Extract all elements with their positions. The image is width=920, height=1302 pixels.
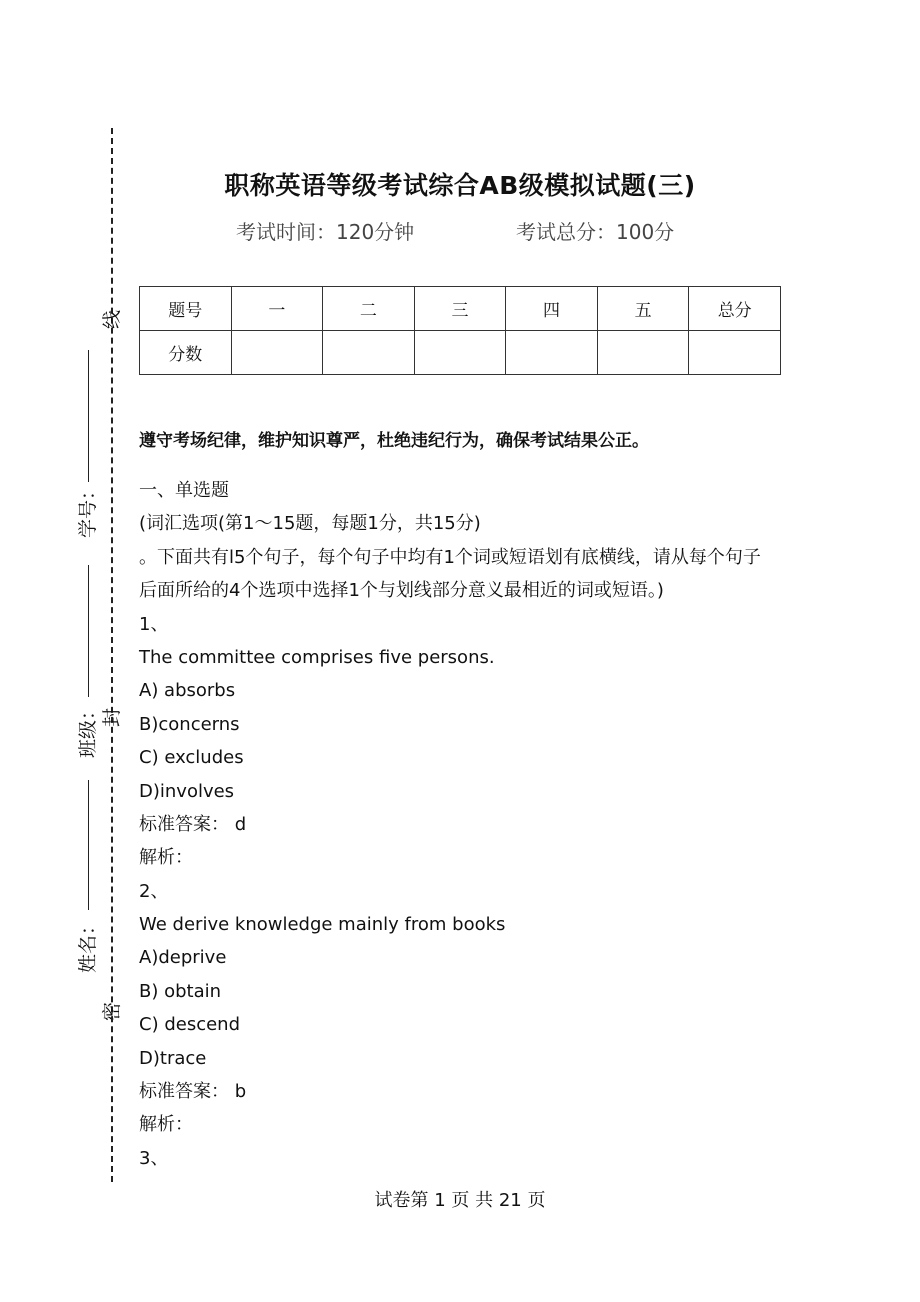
score-cell[interactable] <box>689 331 781 375</box>
question-answer: 标准答案： b <box>139 1081 247 1103</box>
question-option[interactable]: C) descend <box>139 1014 240 1036</box>
question <box>139 875 799 1142</box>
question-stem: The committee comprises five persons. <box>139 646 495 668</box>
score-cell[interactable] <box>506 331 598 375</box>
score-header-cell: 题号 <box>140 287 232 331</box>
name-blank[interactable] <box>88 780 89 910</box>
score-row-label: 分数 <box>140 331 232 375</box>
question <box>139 608 799 875</box>
question-answer: 标准答案： d <box>139 813 247 835</box>
score-header-cell: 二 <box>323 287 415 331</box>
question-option[interactable]: A)deprive <box>139 947 227 969</box>
question-option[interactable]: C) excludes <box>139 747 244 769</box>
score-cell[interactable] <box>231 331 323 375</box>
exam-title: 职称英语等级考试综合AB级模拟试题(三) <box>224 171 696 200</box>
question-option[interactable]: A) absorbs <box>139 680 236 702</box>
score-cell[interactable] <box>597 331 689 375</box>
binding-line-char: 线 <box>101 309 124 330</box>
question-number: 1、 <box>139 613 169 635</box>
question-option[interactable]: B) obtain <box>139 980 222 1002</box>
exam-time: 考试时间：120分钟 <box>236 220 415 244</box>
score-cell[interactable] <box>414 331 506 375</box>
exam-content <box>139 424 799 1175</box>
exam-total-score: 考试总分：100分 <box>516 220 675 244</box>
question-analysis: 解析： <box>139 1114 193 1136</box>
score-header-cell: 总分 <box>689 287 781 331</box>
binding-dashed-line <box>111 128 113 1182</box>
question <box>139 1142 799 1175</box>
section-instruction: (词汇选项(第1～15题，每题1分，共15分) <box>139 513 481 535</box>
score-header-cell: 一 <box>231 287 323 331</box>
question-analysis: 解析： <box>139 847 193 869</box>
question-number: 3、 <box>139 1147 169 1169</box>
page-footer: 试卷第 1 页 共 21 页 <box>374 1190 546 1211</box>
question-option[interactable]: D)involves <box>139 780 235 802</box>
name-label: 姓名： <box>77 915 100 974</box>
class-blank[interactable] <box>88 565 89 697</box>
section-heading: 一、单选题 <box>139 480 229 501</box>
score-header-cell: 四 <box>506 287 598 331</box>
binding-seal-char: 封 <box>101 707 124 728</box>
score-cell[interactable] <box>323 331 415 375</box>
section-instruction: 后面所给的4个选项中选择1个与划线部分意义最相近的词或短语。) <box>139 580 664 602</box>
score-header-cell: 三 <box>414 287 506 331</box>
question-option[interactable]: D)trace <box>139 1047 207 1069</box>
score-table-score-row <box>140 331 781 375</box>
student-id-label: 学号： <box>77 480 100 539</box>
question-stem: We derive knowledge mainly from books <box>139 914 506 936</box>
question-option[interactable]: B)concerns <box>139 713 240 735</box>
binding-secret-char: 密 <box>101 1001 124 1022</box>
question-number: 2、 <box>139 880 169 902</box>
score-header-cell: 五 <box>597 287 689 331</box>
exam-notice: 遵守考场纪律，维护知识尊严，杜绝违纪行为，确保考试结果公正。 <box>139 431 649 451</box>
class-label: 班级： <box>77 700 100 759</box>
student-id-blank[interactable] <box>88 350 89 482</box>
score-table-header-row <box>140 287 781 331</box>
score-table <box>139 286 781 375</box>
section-instruction: 。下面共有l5个句子，每个句子中均有1个词或短语划有底横线，请从每个句子 <box>139 546 761 568</box>
